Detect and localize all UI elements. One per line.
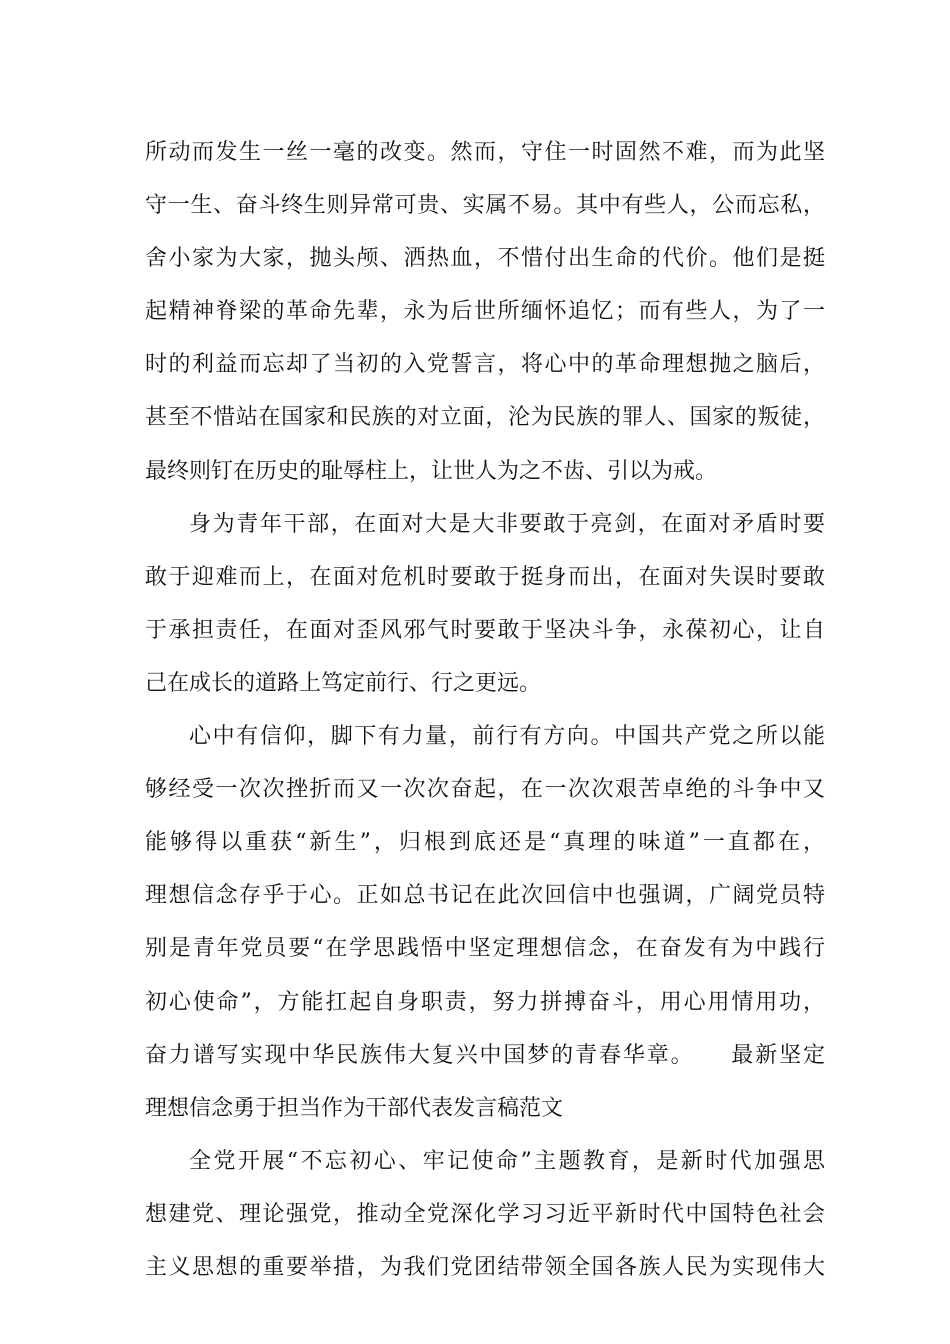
text-line: 所动而发生一丝一毫的改变。然而，守住一时固然不难，而为此坚 [145, 140, 825, 165]
body-text [145, 126, 825, 1294]
text-line: 想建党、理论强党，推动全党深化学习习近平新时代中国特色社会 [145, 1201, 825, 1227]
text-line: 别是青年党员要“在学思践悟中坚定理想信念，在奋发有为中践行 [145, 936, 825, 962]
text-line: 奋力谱写实现中华民族伟大复兴中国梦的青春华章。 最新坚定 [145, 1042, 825, 1068]
text-line: 理想信念存乎于心。正如总书记在此次回信中也强调，广阔党员特 [145, 883, 825, 909]
text-line: 够经受一次次挫折而又一次次奋起，在一次次艰苦卓绝的斗争中又 [145, 777, 825, 803]
text-line: 己在成长的道路上笃定前行、行之更远。 [145, 670, 542, 696]
text-line: 主义思想的重要举措，为我们党团结带领全国各族人民为实现伟大 [145, 1254, 825, 1280]
text-line: 敢于迎难而上，在面对危机时要敢于挺身而出，在面对失误时要敢 [145, 564, 825, 590]
heading-line: 理想信念勇于担当作为干部代表发言稿范文 [145, 1095, 564, 1121]
paragraph-first-line: 身为青年干部，在面对大是大非要敢于亮剑，在面对矛盾时要 [189, 511, 825, 537]
text-line: 起精神脊梁的革命先辈，永为后世所缅怀追忆；而有些人，为了一 [145, 299, 825, 325]
paragraph-first-line: 全党开展“不忘初心、牢记使命”主题教育，是新时代加强思 [189, 1148, 825, 1174]
text-line: 于承担责任，在面对歪风邪气时要敢于坚决斗争，永葆初心，让自 [145, 617, 825, 643]
paragraph-first-line: 心中有信仰，脚下有力量，前行有方向。中国共产党之所以能 [189, 724, 825, 750]
text-line: 最终则钉在历史的耻辱柱上，让世人为之不齿、引以为戒。 [145, 458, 718, 484]
text-line: 甚至不惜站在国家和民族的对立面，沦为民族的罪人、国家的叛徒， [145, 405, 825, 431]
text-line: 能够得以重获“新生”，归根到底还是“真理的味道”一直都在， [145, 830, 825, 856]
text-line: 守一生、奋斗终生则异常可贵、实属不易。其中有些人，公而忘私， [145, 193, 825, 219]
text-line: 初心使命”，方能扛起自身职责，努力拼搏奋斗，用心用情用功， [145, 989, 825, 1015]
text-line: 时的利益而忘却了当初的入党誓言，将心中的革命理想抛之脑后， [145, 352, 825, 378]
text-line: 舍小家为大家，抛头颅、洒热血，不惜付出生命的代价。他们是挺 [145, 246, 825, 272]
